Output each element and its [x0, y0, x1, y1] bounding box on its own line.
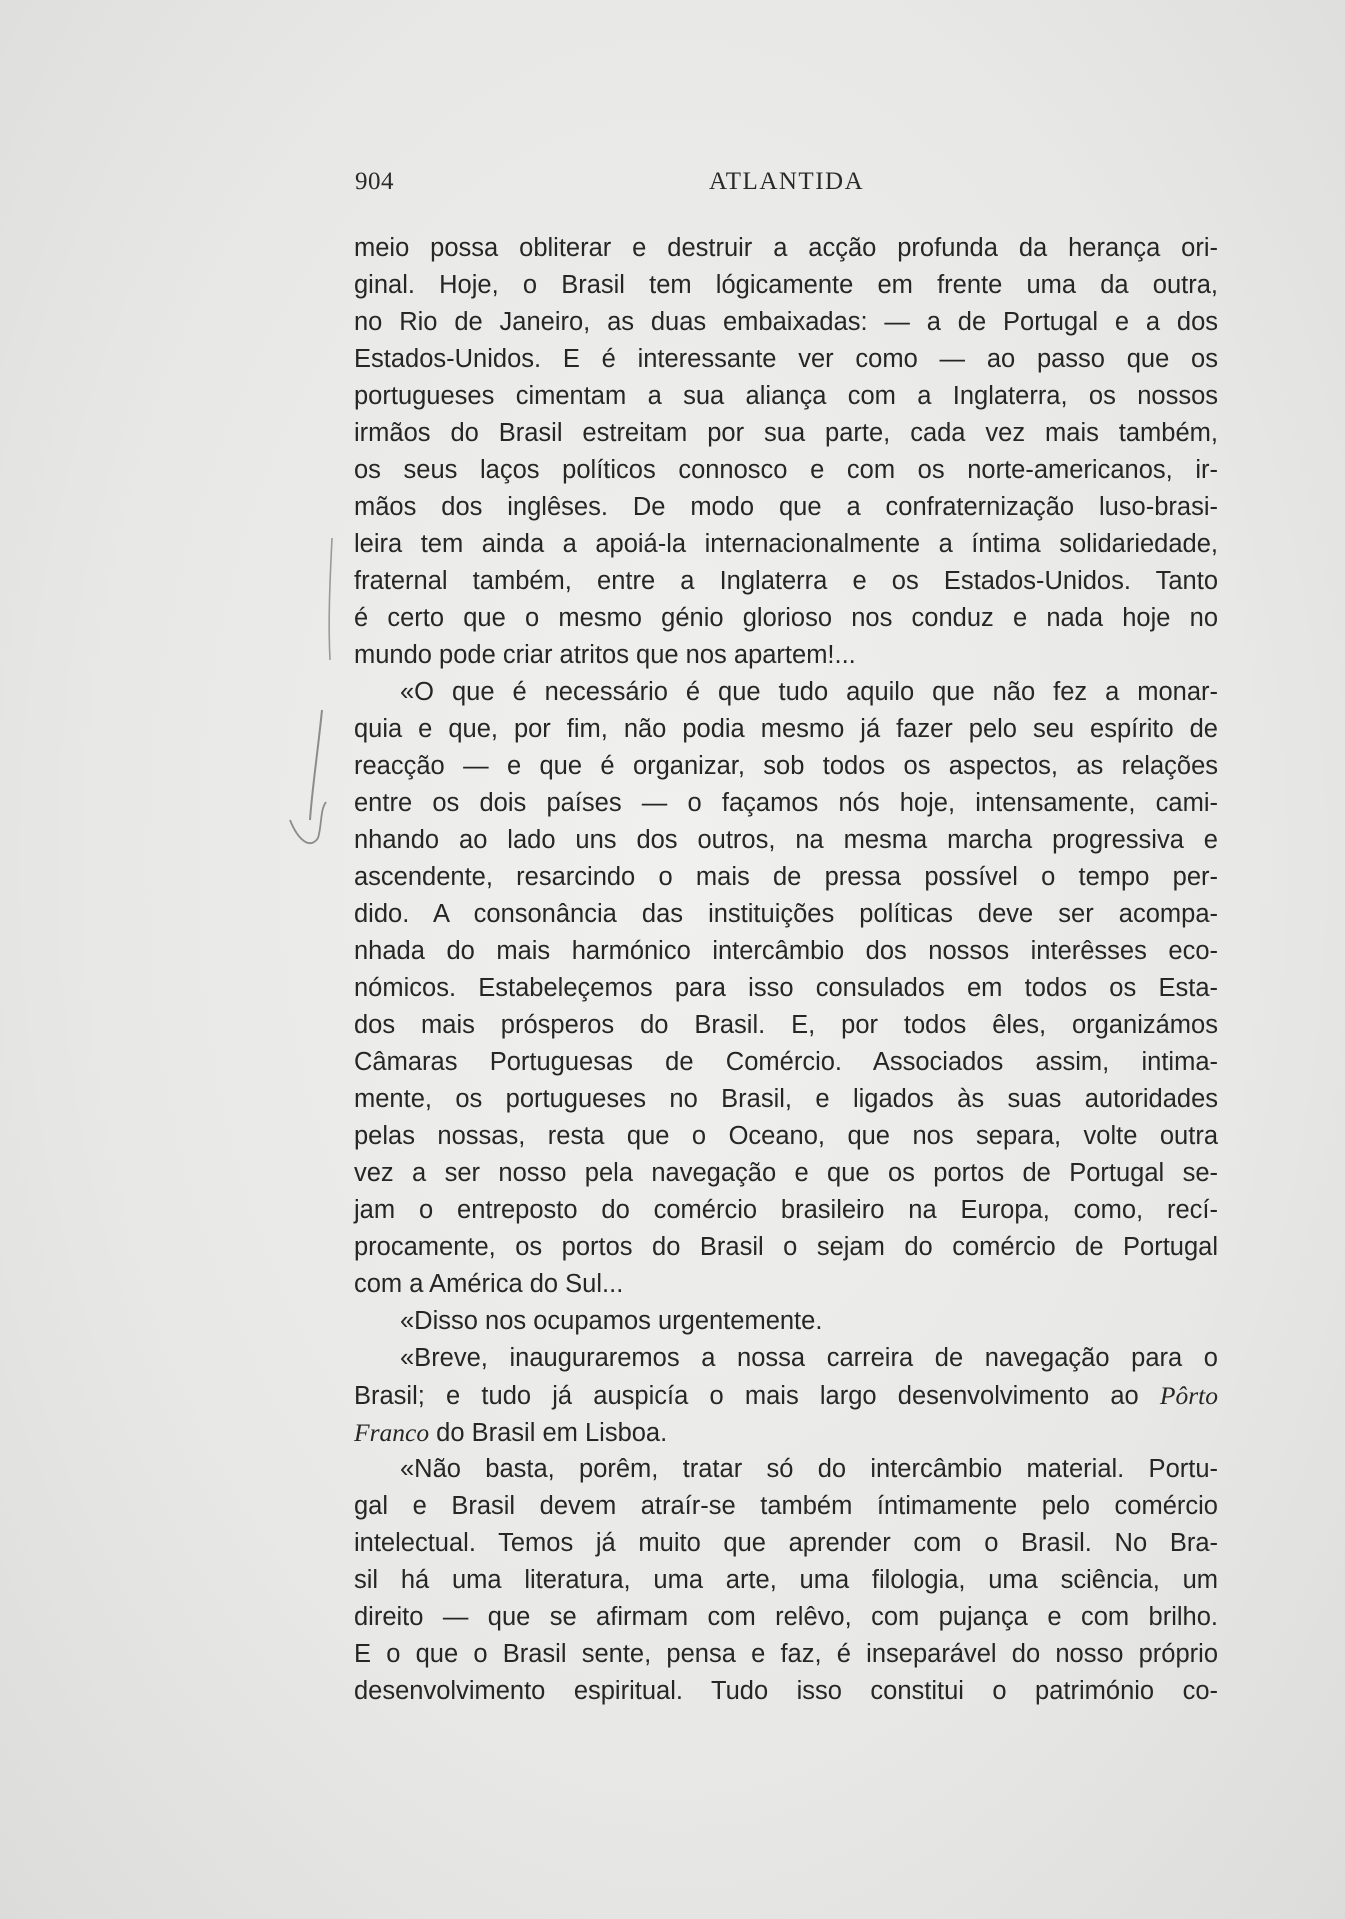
body-text: [354, 230, 1218, 1710]
text-line: procamente, os portos do Brasil o sejam do comércio de Portugal: [354, 1233, 1218, 1261]
text-line: quia e que, por fim, não podia mesmo já fazer pelo seu espírito de: [354, 715, 1218, 743]
text-line: [354, 1377, 1218, 1414]
text-line: mãos dos inglêses. De modo que a confraternização luso-brasi-: [354, 493, 1218, 521]
text-line: Estados-Unidos. E é interessante ver como — ao passo que os: [354, 345, 1218, 373]
text-line: irmãos do Brasil estreitam por sua parte, cada vez mais também,: [354, 419, 1218, 447]
text-line: os seus laços políticos connosco e com os norte-americanos, ir-: [354, 456, 1218, 484]
text-line: reacção — e que é organizar, sob todos os aspectos, as relações: [354, 752, 1218, 780]
text-line: dos mais prósperos do Brasil. E, por todos êles, organizámos: [354, 1011, 1218, 1039]
text-line: nhada do mais harmónico intercâmbio dos nossos interêsses eco-: [354, 937, 1218, 965]
text-segment: Brasil; e tudo já auspicía o mais largo desenvolvimento ao: [354, 1382, 1160, 1410]
page-header: [355, 168, 865, 202]
text-line: «Disso nos ocupamos urgentemente.: [400, 1307, 823, 1335]
text-line: vez a ser nosso pela navegação e que os portos de Portugal se-: [354, 1159, 1218, 1187]
text-line: com a América do Sul...: [354, 1270, 624, 1298]
text-line: «Breve, inauguraremos a nossa carreira de navegação para o: [400, 1344, 1218, 1372]
text-line: no Rio de Janeiro, as duas embaixadas: — a de Portugal e a dos: [354, 308, 1218, 336]
text-line: intelectual. Temos já muito que aprender com o Brasil. No Bra-: [354, 1529, 1218, 1557]
page-number: 904: [355, 168, 394, 195]
text-line: «Não basta, porêm, tratar só do intercâmbio material. Portu-: [400, 1455, 1218, 1483]
italic-text: Pôrto: [1159, 1381, 1218, 1410]
text-line: pelas nossas, resta que o Oceano, que nos separa, volte outra: [354, 1122, 1218, 1150]
margin-pencil-mark: [270, 520, 350, 860]
text-line: mundo pode criar atritos que nos apartem!...: [354, 641, 856, 669]
text-line: é certo que o mesmo génio glorioso nos conduz e nada hoje no: [354, 604, 1218, 632]
text-line: gal e Brasil devem atraír-se também íntimamente pelo comércio: [354, 1492, 1218, 1520]
text-line: nómicos. Estabeleçemos para isso consulados em todos os Esta-: [354, 974, 1218, 1002]
running-title: ATLANTIDA: [709, 168, 865, 195]
text-line: Câmaras Portuguesas de Comércio. Associados assim, intima-: [354, 1048, 1218, 1076]
text-line: direito — que se afirmam com relêvo, com pujança e com brilho.: [354, 1603, 1218, 1631]
text-line: [354, 1414, 1218, 1451]
text-line: mente, os portugueses no Brasil, e ligados às suas autoridades: [354, 1085, 1218, 1113]
text-line: nhando ao lado uns dos outros, na mesma marcha progressiva e: [354, 826, 1218, 854]
text-line: fraternal também, entre a Inglaterra e os Estados-Unidos. Tanto: [354, 567, 1218, 595]
text-line: leira tem ainda a apoiá-la internacionalmente a íntima solidariedade,: [354, 530, 1218, 558]
text-line: meio possa obliterar e destruir a acção profunda da herança ori-: [354, 234, 1218, 262]
text-line: jam o entreposto do comércio brasileiro na Europa, como, recí-: [354, 1196, 1218, 1224]
text-line: dido. A consonância das instituições políticas deve ser acompa-: [354, 900, 1218, 928]
text-line: «O que é necessário é que tudo aquilo que não fez a monar-: [400, 678, 1218, 706]
text-line: entre os dois países — o façamos nós hoje, intensamente, cami-: [354, 789, 1218, 817]
text-line: ginal. Hoje, o Brasil tem lógicamente em frente uma da outra,: [354, 271, 1218, 299]
text-line: sil há uma literatura, uma arte, uma filologia, uma sciência, um: [354, 1566, 1218, 1594]
text-line: ascendente, resarcindo o mais de pressa possível o tempo per-: [354, 863, 1218, 891]
text-line: E o que o Brasil sente, pensa e faz, é inseparável do nosso próprio: [354, 1640, 1218, 1668]
text-line: portugueses cimentam a sua aliança com a Inglaterra, os nossos: [354, 382, 1218, 410]
italic-text: Franco: [354, 1418, 430, 1447]
text-line: desenvolvimento espiritual. Tudo isso constitui o património co-: [354, 1677, 1218, 1705]
text-segment: do Brasil em Lisboa.: [429, 1419, 668, 1447]
